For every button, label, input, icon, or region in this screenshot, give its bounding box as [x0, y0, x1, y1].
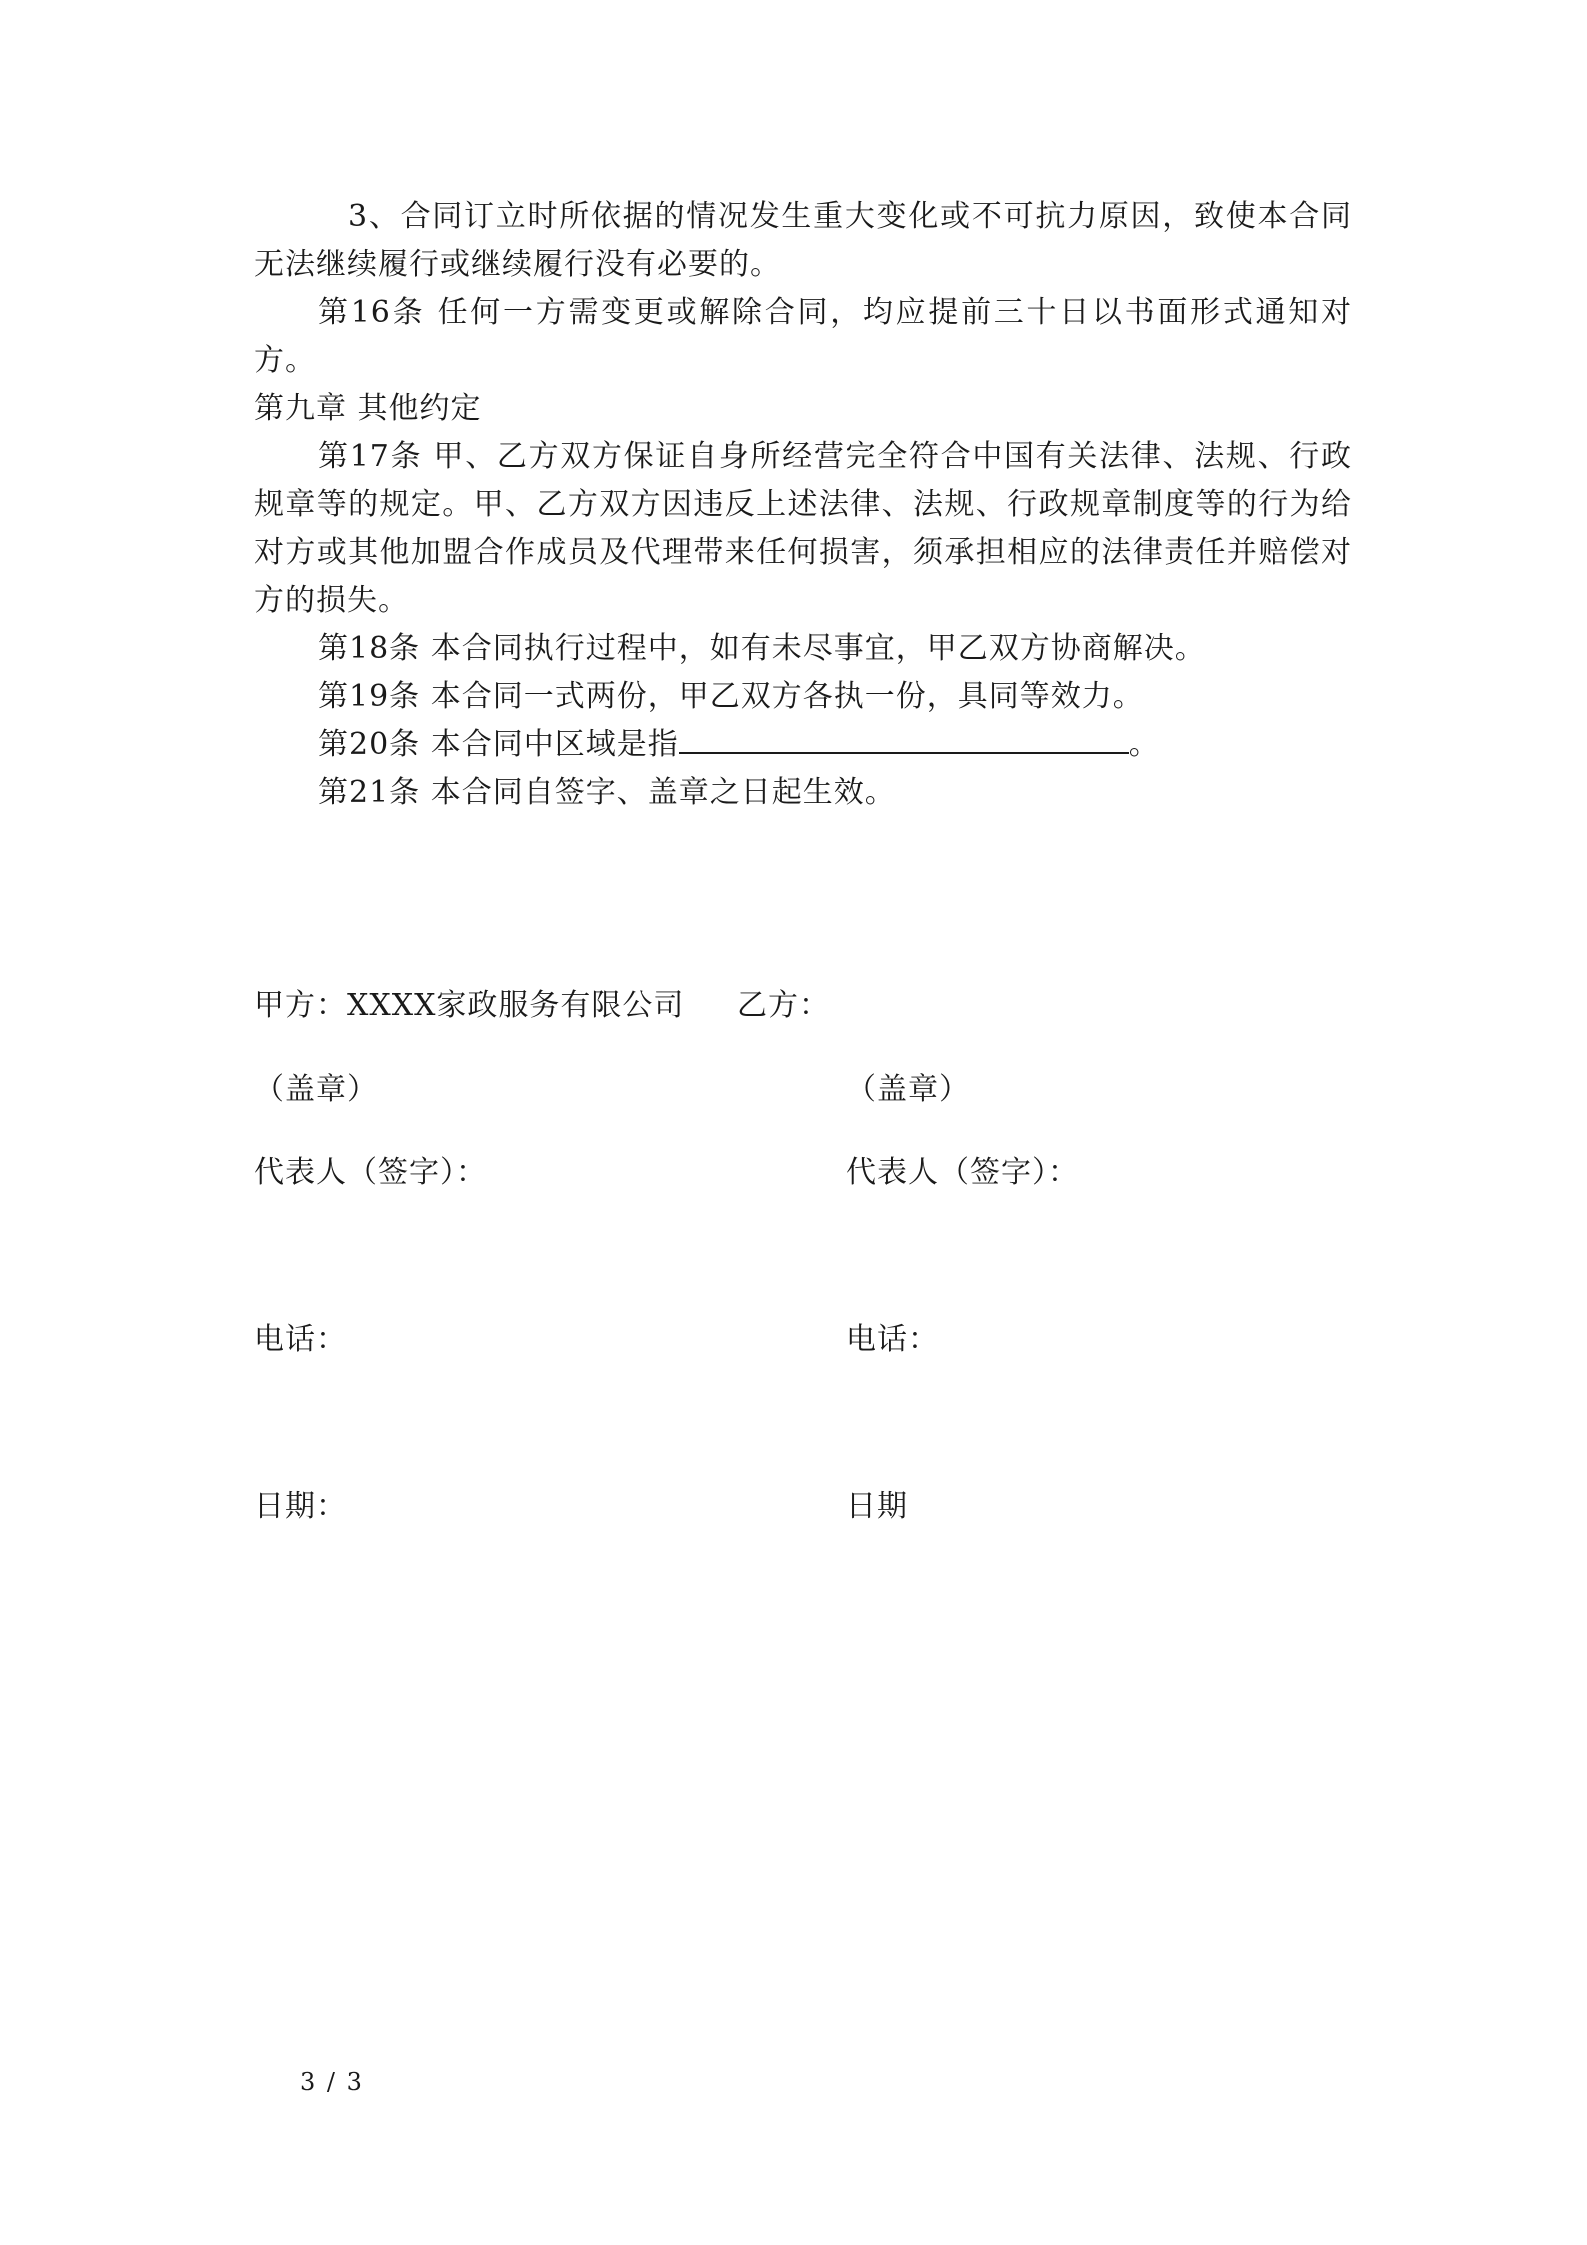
party-b-date: 日期 [846, 1489, 908, 1524]
article-18: 第18条 本合同执行过程中，如有未尽事宜，甲乙双方协商解决。 [318, 631, 1206, 666]
contract-body [254, 193, 1352, 817]
party-a-date: 日期： [254, 1489, 347, 1524]
party-a-phone: 电话： [254, 1322, 347, 1357]
region-blank-field[interactable] [679, 726, 1129, 754]
article-17: 第17条 甲、乙方双方保证自身所经营完全符合中国有关法律、法规、行政规章等的规定。甲、乙方双方因违反上述法律、法规、行政规章制度等的行为给对方或其他加盟合作成员及代理带来任何损害，须承担相应的法律责任并赔偿对方的损失。 [254, 439, 1352, 618]
article-20-text: 第20条 本合同中区域是指 [318, 727, 679, 762]
party-b-seal: （盖章） [846, 1072, 970, 1107]
party-a-seal: （盖章） [254, 1072, 378, 1107]
page-number: 3 / 3 [300, 2068, 364, 2096]
chapter-9-heading: 第九章 其他约定 [254, 391, 482, 426]
party-b-phone: 电话： [846, 1322, 939, 1357]
article-20-end: 。 [1128, 727, 1160, 762]
party-a-label: 甲方：XXXX家政服务有限公司 [254, 988, 685, 1023]
article-19: 第19条 本合同一式两份，甲乙双方各执一份，具同等效力。 [318, 679, 1144, 714]
party-b-label: 乙方： [737, 988, 830, 1023]
clause-item-3: 3、合同订立时所依据的情况发生重大变化或不可抗力原因，致使本合同无法继续履行或继续履行没有必要的。 [254, 199, 1352, 282]
article-20 [254, 721, 1352, 769]
article-16: 第16条 任何一方需变更或解除合同，均应提前三十日以书面形式通知对方。 [254, 295, 1352, 378]
party-a-representative: 代表人（签字）： [254, 1155, 487, 1190]
article-21: 第21条 本合同自签字、盖章之日起生效。 [318, 775, 896, 810]
party-b-representative: 代表人（签字）： [846, 1155, 1079, 1190]
